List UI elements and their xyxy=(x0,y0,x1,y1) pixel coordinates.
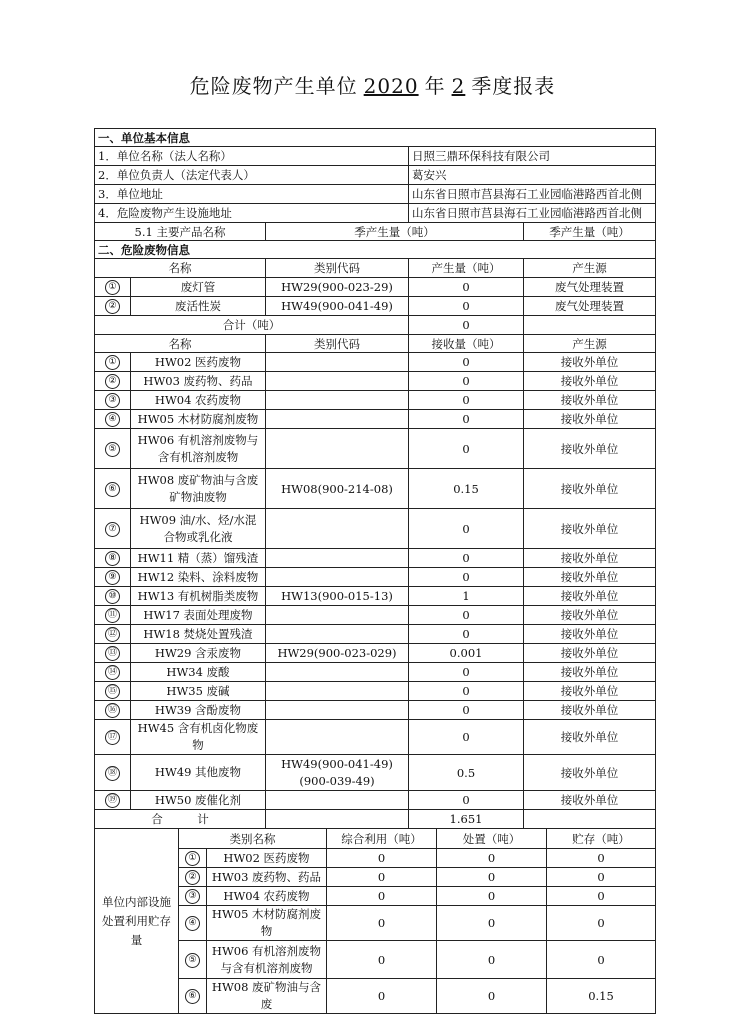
storage-waste-name: HW04 农药废物 xyxy=(207,887,327,906)
rec-waste-source: 接收外单位 xyxy=(524,353,656,372)
section2-heading: 二、危险废物信息 xyxy=(95,241,656,259)
title-year: 2020 xyxy=(363,74,419,98)
rec-waste-amount: 0 xyxy=(409,625,524,644)
rec-waste-source: 接收外单位 xyxy=(524,720,656,755)
storage-row xyxy=(95,941,656,979)
rec-waste-amount: 0 xyxy=(409,663,524,682)
rec-waste-code xyxy=(266,410,409,429)
rec-waste-source: 接收外单位 xyxy=(524,410,656,429)
rec-waste-source: 接收外单位 xyxy=(524,587,656,606)
rec-row xyxy=(95,606,656,625)
row-number: ② xyxy=(105,374,120,389)
storage-header-reuse: 综合利用（吨） xyxy=(327,829,437,849)
row-number: ⑥ xyxy=(185,989,200,1004)
storage-store: 0.15 xyxy=(547,979,656,1014)
rec-waste-name: HW02 医药废物 xyxy=(131,353,266,372)
rec-row xyxy=(95,644,656,663)
row-number: ⑮ xyxy=(105,684,120,699)
rec-waste-amount: 0 xyxy=(409,791,524,810)
row-number: ⑭ xyxy=(105,665,120,680)
rec-waste-amount: 0 xyxy=(409,701,524,720)
gen-waste-source: 废气处理装置 xyxy=(524,297,656,316)
rec-header-amount: 接收量（吨） xyxy=(409,335,524,353)
storage-dispose: 0 xyxy=(437,849,547,868)
storage-side-label: 单位内部设施处置利用贮存量 xyxy=(95,829,179,1014)
rec-total-value: 1.651 xyxy=(409,810,524,829)
facility-address-value: 山东省日照市莒县海石工业园临港路西首北侧 xyxy=(409,204,656,223)
gen-waste-amount: 0 xyxy=(409,278,524,297)
gen-header-code: 类别代码 xyxy=(266,259,409,278)
gen-waste-code: HW29(900-023-29) xyxy=(266,278,409,297)
storage-row xyxy=(95,849,656,868)
rec-waste-code xyxy=(266,606,409,625)
storage-waste-name: HW03 废药物、药品 xyxy=(207,868,327,887)
storage-dispose: 0 xyxy=(437,906,547,941)
rec-waste-name: HW06 有机溶剂废物与含有机溶剂废物 xyxy=(131,429,266,469)
rec-waste-amount: 0 xyxy=(409,549,524,568)
rec-waste-code: HW13(900-015-13) xyxy=(266,587,409,606)
rec-waste-code: HW08(900-214-08) xyxy=(266,469,409,509)
storage-header-store: 贮存（吨） xyxy=(547,829,656,849)
storage-dispose: 0 xyxy=(437,979,547,1014)
rec-waste-source: 接收外单位 xyxy=(524,682,656,701)
gen-total-label: 合计（吨） xyxy=(95,316,409,335)
quarter-output-label-b: 季产生量（吨） xyxy=(524,223,656,241)
rec-waste-name: HW50 废催化剂 xyxy=(131,791,266,810)
storage-reuse: 0 xyxy=(327,941,437,979)
rec-waste-amount: 0 xyxy=(409,353,524,372)
rec-row xyxy=(95,791,656,810)
gen-waste-amount: 0 xyxy=(409,297,524,316)
rec-waste-code xyxy=(266,791,409,810)
unit-leader-value: 葛安兴 xyxy=(409,166,656,185)
row-number: ⑫ xyxy=(105,627,120,642)
rec-waste-amount: 0 xyxy=(409,606,524,625)
row-number: ⑨ xyxy=(105,570,120,585)
storage-reuse: 0 xyxy=(327,868,437,887)
rec-row xyxy=(95,353,656,372)
unit-address-value: 山东省日照市莒县海石工业园临港路西首北侧 xyxy=(409,185,656,204)
rec-waste-name: HW49 其他废物 xyxy=(131,755,266,791)
rec-waste-source: 接收外单位 xyxy=(524,644,656,663)
unit-name-label: 1．单位名称（法人名称） xyxy=(95,147,409,166)
storage-reuse: 0 xyxy=(327,887,437,906)
row-number: ⑲ xyxy=(105,793,120,808)
rec-waste-source: 接收外单位 xyxy=(524,568,656,587)
rec-header-name: 名称 xyxy=(95,335,266,353)
rec-waste-code xyxy=(266,663,409,682)
unit-name-value: 日照三鼎环保科技有限公司 xyxy=(409,147,656,166)
gen-waste-code: HW49(900-041-49) xyxy=(266,297,409,316)
rec-row xyxy=(95,720,656,755)
rec-row xyxy=(95,701,656,720)
rec-waste-source: 接收外单位 xyxy=(524,391,656,410)
row-number: ④ xyxy=(185,916,200,931)
rec-waste-source: 接收外单位 xyxy=(524,663,656,682)
row-number: ⑥ xyxy=(105,482,120,497)
storage-store: 0 xyxy=(547,868,656,887)
row-number: ⑤ xyxy=(185,953,200,968)
row-number: ② xyxy=(185,870,200,885)
rec-waste-code xyxy=(266,682,409,701)
title-year-unit: 年 xyxy=(424,74,446,98)
rec-waste-name: HW13 有机树脂类废物 xyxy=(131,587,266,606)
storage-store: 0 xyxy=(547,887,656,906)
row-number: ⑪ xyxy=(105,608,120,623)
rec-waste-amount: 0 xyxy=(409,720,524,755)
rec-row xyxy=(95,469,656,509)
rec-waste-source: 接收外单位 xyxy=(524,469,656,509)
gen-row xyxy=(95,297,656,316)
rec-waste-code xyxy=(266,509,409,549)
rec-waste-code xyxy=(266,625,409,644)
rec-waste-code: HW29(900-023-029) xyxy=(266,644,409,663)
rec-waste-amount: 1 xyxy=(409,587,524,606)
rec-waste-amount: 0 xyxy=(409,568,524,587)
rec-waste-code xyxy=(266,372,409,391)
rec-row xyxy=(95,625,656,644)
rec-waste-name: HW12 染料、涂料废物 xyxy=(131,568,266,587)
rec-waste-name: HW11 精（蒸）馏残渣 xyxy=(131,549,266,568)
rec-waste-source: 接收外单位 xyxy=(524,625,656,644)
row-number: ① xyxy=(185,851,200,866)
rec-waste-code xyxy=(266,429,409,469)
title-prefix: 危险废物产生单位 xyxy=(189,74,358,98)
rec-waste-amount: 0 xyxy=(409,509,524,549)
storage-reuse: 0 xyxy=(327,979,437,1014)
storage-reuse: 0 xyxy=(327,906,437,941)
rec-waste-source: 接收外单位 xyxy=(524,509,656,549)
rec-row xyxy=(95,663,656,682)
rec-total-label: 合 计 xyxy=(95,810,266,829)
rec-waste-code xyxy=(266,720,409,755)
storage-row xyxy=(95,979,656,1014)
rec-waste-code xyxy=(266,568,409,587)
rec-waste-amount: 0.5 xyxy=(409,755,524,791)
rec-waste-amount: 0 xyxy=(409,372,524,391)
rec-waste-amount: 0 xyxy=(409,682,524,701)
rec-waste-amount: 0.15 xyxy=(409,469,524,509)
rec-waste-source: 接收外单位 xyxy=(524,791,656,810)
storage-waste-name: HW05 木材防腐剂废物 xyxy=(207,906,327,941)
rec-row xyxy=(95,410,656,429)
storage-header-dispose: 处置（吨） xyxy=(437,829,547,849)
title-suffix: 季度报表 xyxy=(471,74,556,98)
rec-waste-source: 接收外单位 xyxy=(524,429,656,469)
rec-waste-name: HW18 焚烧处置残渣 xyxy=(131,625,266,644)
rec-waste-source: 接收外单位 xyxy=(524,606,656,625)
row-number: ⑯ xyxy=(105,703,120,718)
rec-waste-source: 接收外单位 xyxy=(524,372,656,391)
rec-row xyxy=(95,682,656,701)
row-number: ⑦ xyxy=(105,522,120,537)
row-number: ③ xyxy=(185,889,200,904)
storage-store: 0 xyxy=(547,849,656,868)
storage-waste-name: HW08 废矿物油与含废 xyxy=(207,979,327,1014)
row-number: ⑤ xyxy=(105,442,120,457)
rec-header-code: 类别代码 xyxy=(266,335,409,353)
row-number: ④ xyxy=(105,412,120,427)
storage-row xyxy=(95,887,656,906)
rec-header-source: 产生源 xyxy=(524,335,656,353)
rec-row xyxy=(95,587,656,606)
rec-waste-name: HW17 表面处理废物 xyxy=(131,606,266,625)
rec-waste-name: HW39 含酚废物 xyxy=(131,701,266,720)
rec-row xyxy=(95,755,656,791)
row-number: ③ xyxy=(105,393,120,408)
row-number: ⑰ xyxy=(105,730,120,745)
storage-table xyxy=(94,828,656,1014)
storage-dispose: 0 xyxy=(437,941,547,979)
row-number: ⑩ xyxy=(105,589,120,604)
rec-waste-source: 接收外单位 xyxy=(524,701,656,720)
rec-waste-amount: 0 xyxy=(409,429,524,469)
storage-waste-name: HW06 有机溶剂废物与含有机溶剂废物 xyxy=(207,941,327,979)
rec-waste-code xyxy=(266,701,409,720)
rec-row xyxy=(95,568,656,587)
rec-waste-amount: 0 xyxy=(409,391,524,410)
gen-row xyxy=(95,278,656,297)
gen-header-source: 产生源 xyxy=(524,259,656,278)
storage-row xyxy=(95,868,656,887)
unit-address-label: 3．单位地址 xyxy=(95,185,409,204)
rec-waste-name: HW05 木材防腐剂废物 xyxy=(131,410,266,429)
rec-waste-code xyxy=(266,549,409,568)
rec-waste-name: HW04 农药废物 xyxy=(131,391,266,410)
rec-row xyxy=(95,429,656,469)
row-number: ⑬ xyxy=(105,646,120,661)
row-number: ① xyxy=(105,280,120,295)
storage-store: 0 xyxy=(547,906,656,941)
rec-waste-amount: 0 xyxy=(409,410,524,429)
storage-reuse: 0 xyxy=(327,849,437,868)
rec-waste-source: 接收外单位 xyxy=(524,549,656,568)
section1-heading: 一、单位基本信息 xyxy=(95,129,656,147)
main-report-table xyxy=(94,128,656,829)
row-number: ⑧ xyxy=(105,551,120,566)
rec-row xyxy=(95,509,656,549)
rec-waste-code xyxy=(266,391,409,410)
storage-header-name: 类别名称 xyxy=(179,829,327,849)
gen-waste-name: 废活性炭 xyxy=(131,297,266,316)
rec-waste-name: HW03 废药物、药品 xyxy=(131,372,266,391)
rec-row xyxy=(95,549,656,568)
rec-waste-name: HW08 废矿物油与含废矿物油废物 xyxy=(131,469,266,509)
page-title xyxy=(0,70,745,99)
rec-waste-name: HW34 废酸 xyxy=(131,663,266,682)
title-quarter: 2 xyxy=(451,74,466,98)
rec-waste-amount: 0.001 xyxy=(409,644,524,663)
storage-dispose: 0 xyxy=(437,868,547,887)
rec-waste-name: HW35 废碱 xyxy=(131,682,266,701)
row-number: ② xyxy=(105,299,120,314)
rec-waste-code-2: (900-039-49) xyxy=(299,773,375,788)
storage-store: 0 xyxy=(547,941,656,979)
gen-header-name: 名称 xyxy=(95,259,266,278)
row-number: ① xyxy=(105,355,120,370)
rec-waste-name: HW45 含有机卤化物废物 xyxy=(131,720,266,755)
rec-waste-name: HW09 油/水、烃/水混合物或乳化液 xyxy=(131,509,266,549)
storage-waste-name: HW02 医药废物 xyxy=(207,849,327,868)
facility-address-label: 4．危险废物产生设施地址 xyxy=(95,204,409,223)
quarter-output-label-a: 季产生量（吨） xyxy=(266,223,524,241)
storage-dispose: 0 xyxy=(437,887,547,906)
storage-row xyxy=(95,906,656,941)
rec-waste-code: HW49(900-041-49) xyxy=(281,756,393,771)
unit-leader-label: 2．单位负责人（法定代表人） xyxy=(95,166,409,185)
row-number: ⑱ xyxy=(105,766,120,781)
gen-header-amount: 产生量（吨） xyxy=(409,259,524,278)
gen-total-value: 0 xyxy=(409,316,524,335)
rec-waste-source: 接收外单位 xyxy=(524,755,656,791)
rec-row xyxy=(95,372,656,391)
rec-row xyxy=(95,391,656,410)
rec-waste-name: HW29 含汞废物 xyxy=(131,644,266,663)
gen-waste-source: 废气处理装置 xyxy=(524,278,656,297)
rec-waste-code xyxy=(266,353,409,372)
gen-waste-name: 废灯管 xyxy=(131,278,266,297)
product-name-label: 5.1 主要产品名称 xyxy=(95,223,266,241)
